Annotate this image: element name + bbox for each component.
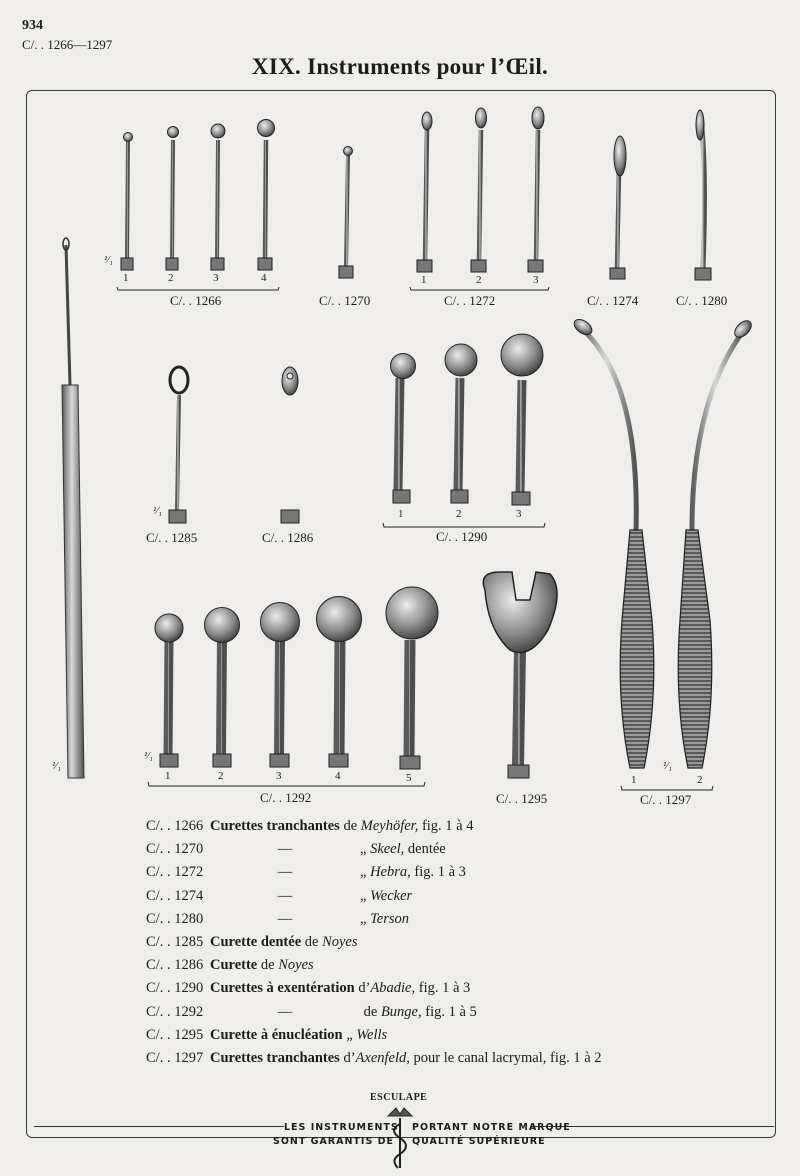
- label-1270: C/. . 1270: [319, 293, 371, 308]
- fig-number: 1: [123, 272, 129, 284]
- legend-extra: fig. 1 à 4: [418, 818, 474, 834]
- legend-desc: Curette à énucléation: [210, 1026, 343, 1043]
- label-1272: C/. . 1272: [444, 293, 496, 308]
- legend-connector: de: [339, 818, 361, 834]
- legend-extra: fig. 1 à 3: [410, 864, 466, 881]
- legend-extra: fig. 1 à 5: [421, 1003, 477, 1020]
- fig-number: 3: [516, 508, 522, 520]
- fig-number: 4: [261, 272, 267, 284]
- legend-connector: d’: [339, 1049, 356, 1066]
- page-range: C/. . 1266—1297: [22, 37, 113, 52]
- legend-connector: „: [342, 1026, 357, 1043]
- long-curette-instrument: [62, 238, 84, 778]
- curette-1270: [339, 147, 353, 279]
- legend-connector: „: [360, 864, 371, 881]
- legend-name: Wells: [356, 1026, 388, 1043]
- fig-number: 2: [218, 770, 224, 782]
- label-1274: C/. . 1274: [587, 293, 639, 308]
- legend-connector: de: [257, 957, 279, 974]
- fig-number: 2: [697, 774, 703, 786]
- legend-name: Skeel,: [370, 841, 405, 858]
- curette-1286: [281, 367, 299, 523]
- legend-row: [146, 888, 602, 911]
- legend-code: C/. . 1286: [146, 957, 204, 974]
- legend-name: Meyhöfer,: [360, 818, 419, 834]
- label-1290: C/. . 1290: [436, 529, 488, 544]
- legend-connector: de: [301, 933, 323, 950]
- curette-1295: [483, 572, 557, 778]
- scale-label: ¹⁄₁: [104, 254, 113, 266]
- legend-desc: Curette: [210, 957, 258, 974]
- legend-row: [146, 818, 602, 841]
- legend-connector: „: [360, 910, 371, 927]
- label-1297: C/. . 1297: [640, 792, 692, 807]
- fig-number: 1: [165, 770, 171, 782]
- page-number: 934: [22, 18, 43, 33]
- legend-name: Terson: [370, 910, 410, 927]
- legend-code: C/. . 1266: [146, 818, 204, 834]
- fig-number: 4: [335, 770, 341, 782]
- legend-row: [146, 864, 602, 887]
- fig-number: 2: [456, 508, 462, 520]
- legend-name: Noyes: [322, 933, 358, 950]
- legend-code: C/. . 1292: [146, 1003, 204, 1020]
- legend-name: Noyes: [278, 957, 314, 974]
- legend-dash: —: [277, 841, 293, 858]
- scale-label: ¹⁄₁: [144, 750, 153, 762]
- fig-number: 1: [631, 774, 637, 786]
- legend-row: [146, 841, 602, 864]
- legend-code: C/. . 1295: [146, 1026, 204, 1043]
- legend-name: Bunge,: [380, 1003, 422, 1020]
- legend-row: [146, 1027, 602, 1050]
- legend-row: [146, 980, 602, 1003]
- footer-line2-left: SONT GARANTIS DE: [273, 1136, 394, 1147]
- fig-number: 2: [476, 274, 482, 286]
- legend-row: [146, 911, 602, 934]
- legend-dash: —: [277, 1003, 293, 1020]
- brand-name: ESCULAPE: [370, 1092, 428, 1103]
- legend-connector: de: [360, 1003, 381, 1020]
- page-title: XIX. Instruments pour l’Œil.: [251, 54, 549, 79]
- legend-extra: pour le canal lacrymal, fig. 1 à 2: [409, 1049, 602, 1066]
- legend-code: C/. . 1280: [146, 910, 204, 927]
- scale-label: ¹⁄₁: [153, 505, 162, 517]
- legend-name: Hebra,: [370, 864, 411, 881]
- legend-dash: —: [277, 887, 293, 904]
- footer-line1-left: LES INSTRUMENTS: [284, 1122, 399, 1133]
- fig-number: 5: [406, 772, 412, 784]
- fig-number: 1: [398, 508, 404, 520]
- label-1292: C/. . 1292: [260, 790, 312, 805]
- curette-1272-set: [410, 107, 549, 290]
- legend-row: [146, 1004, 602, 1027]
- footer-line2-right: QUALITÉ SUPÉRIEURE: [412, 1136, 546, 1147]
- curette-1274: [610, 136, 626, 279]
- legend-row: [146, 934, 602, 957]
- legend-name: Abadie,: [370, 980, 416, 997]
- scale-label: ¹⁄₁: [663, 760, 672, 772]
- legend-list: [146, 818, 602, 1073]
- legend-name: Axenfeld,: [355, 1049, 410, 1066]
- label-1266: C/. . 1266: [170, 293, 222, 308]
- legend-code: C/. . 1285: [146, 933, 204, 950]
- legend-desc: Curettes tranchantes: [210, 1049, 340, 1066]
- scale-label: ¹⁄₁: [52, 760, 61, 772]
- label-1285: C/. . 1285: [146, 530, 198, 545]
- legend-dash: —: [277, 864, 293, 881]
- legend-row: [146, 1050, 602, 1073]
- legend-dash: —: [277, 910, 293, 927]
- legend-name: Wecker: [370, 887, 413, 904]
- curette-1292-set: [148, 587, 438, 786]
- label-1280: C/. . 1280: [676, 293, 728, 308]
- label-1286: C/. . 1286: [262, 530, 314, 545]
- curette-1280: [695, 110, 711, 280]
- curette-1266-set: [117, 120, 279, 291]
- legend-code: C/. . 1272: [146, 864, 204, 881]
- legend-extra: fig. 1 à 3: [415, 980, 471, 997]
- curette-1285: [169, 367, 188, 523]
- legend-desc: Curette dentée: [210, 933, 302, 950]
- legend-code: C/. . 1297: [146, 1049, 204, 1066]
- fig-number: 3: [213, 272, 219, 284]
- legend-row: [146, 957, 602, 980]
- legend-desc: Curettes tranchantes: [210, 818, 340, 834]
- curette-1297-set: [571, 316, 754, 790]
- fig-number: 1: [421, 274, 427, 286]
- legend-code: C/. . 1290: [146, 980, 204, 997]
- footer-rule-left: [34, 1126, 284, 1127]
- legend-connector: „: [360, 841, 371, 858]
- fig-number: 3: [276, 770, 282, 782]
- curette-1290-set: [383, 334, 545, 527]
- legend-connector: d’: [354, 980, 371, 997]
- footer-line1-right: PORTANT NOTRE MARQUE: [412, 1122, 571, 1133]
- legend-desc: Curettes à exentération: [210, 980, 355, 997]
- label-1295: C/. . 1295: [496, 791, 548, 806]
- legend-code: C/. . 1274: [146, 887, 204, 904]
- fig-number: 2: [168, 272, 174, 284]
- legend-connector: „: [360, 887, 371, 904]
- legend-extra: dentée: [404, 841, 446, 858]
- fig-number: 3: [533, 274, 539, 286]
- legend-code: C/. . 1270: [146, 841, 204, 858]
